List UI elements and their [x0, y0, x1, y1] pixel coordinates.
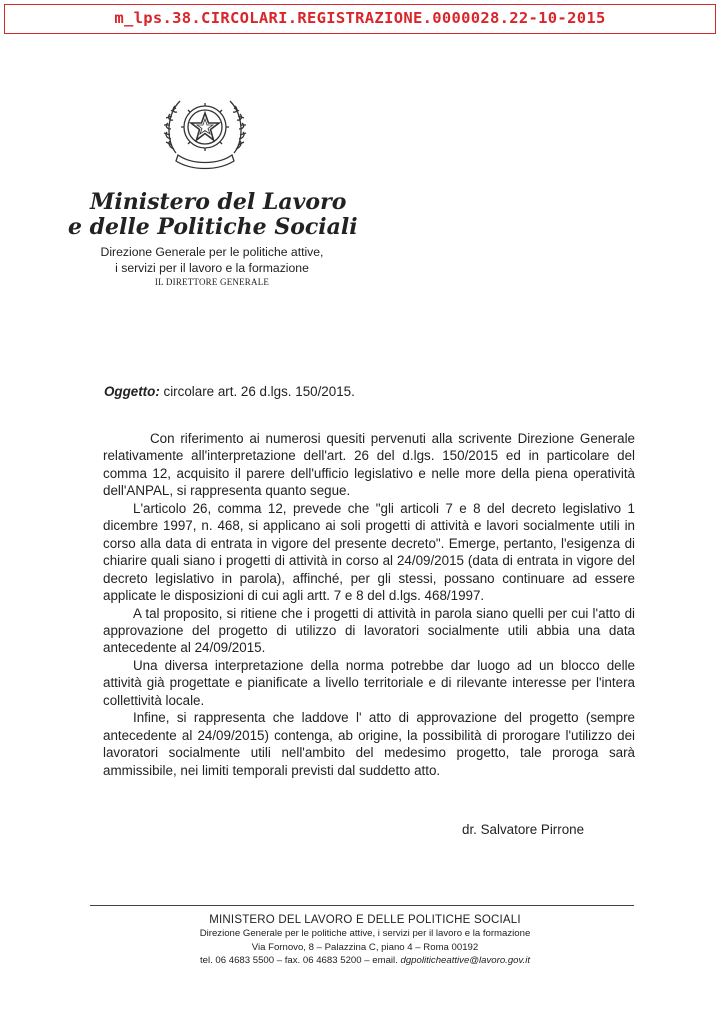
- body-paragraph: Infine, si rappresenta che laddove l' atto di approvazione del progetto (sempre antecedente al 24/09/2015) contenga, ab origine, la possibilità di prorogare l'utilizzo dei lavoratori socialmente utili nell'ambito del medesimo progetto, tale proroga sarà ammissibile, nei limiti temporali previsti dal suddetto atto.: [103, 710, 635, 778]
- subject-text: circolare art. 26 d.lgs. 150/2015.: [163, 384, 355, 399]
- body-paragraph: Con riferimento ai numerosi quesiti pervenuti alla scrivente Direzione Generale relativamente all'interpretazione dell'art. 26 del d.lgs. 150/2015 ed in particolare del comma 12, acquisito il parere dell'ufficio legislativo e nelle more della piena operatività dell'ANPAL, si rappresenta quanto segue.: [103, 431, 635, 499]
- footer-ministry: MINISTERO DEL LAVORO E DELLE POLITICHE SOCIALI: [209, 914, 521, 926]
- footer-divider: [90, 905, 634, 906]
- footer-address: Via Fornovo, 8 – Palazzina C, piano 4 – Roma 00192: [251, 941, 479, 953]
- footer: [150, 914, 580, 968]
- subject-label: Oggetto:: [104, 384, 160, 399]
- body-paragraph: A tal proposito, si ritiene che i progetti di attività in parola siano quelli per cui l'atto di approvazione del progetto di utilizzo di lavoratori socialmente utili abbia una data antecedente al 24/09/2015.: [103, 605, 635, 656]
- ministry-name: [68, 190, 368, 240]
- director-title: IL DIRETTORE GENERALE: [154, 277, 270, 287]
- letter-body: [103, 430, 635, 779]
- body-paragraph: Una diversa interpretazione della norma potrebbe dar luogo ad un blocco delle attività già progettate e pianificate a livello territoriale e di rilevante interesse per l'intera collettività locale.: [103, 657, 635, 708]
- directorate-line1: Direzione Generale per le politiche attive,: [100, 245, 324, 259]
- directorate-name: [92, 244, 332, 276]
- protocol-stamp: m_lps.38.CIRCOLARI.REGISTRAZIONE.0000028.22-10-2015: [4, 4, 716, 34]
- ministry-name-line1: Ministero del Lavoro: [90, 189, 347, 215]
- subject-line: [104, 384, 355, 399]
- repubblica-italiana-emblem-icon: [162, 85, 248, 175]
- footer-directorate: Direzione Generale per le politiche attive, i servizi per il lavoro e la formazione: [199, 928, 531, 940]
- directorate-line2: i servizi per il lavoro e la formazione: [115, 261, 309, 275]
- footer-email-link[interactable]: dgpoliticheattive@lavoro.gov.it: [400, 955, 531, 967]
- footer-contacts: [150, 954, 580, 967]
- ministry-name-line2: e delle Politiche Sociali: [68, 214, 358, 240]
- signature: dr. Salvatore Pirrone: [462, 822, 585, 837]
- footer-phone: tel. 06 4683 5500 – fax. 06 4683 5200 – email.: [199, 955, 398, 967]
- body-paragraph: L'articolo 26, comma 12, prevede che "gli articoli 7 e 8 del decreto legislativo 1 dicembre 1997, n. 468, si applicano ai soli progetti di attività e lavori socialmente utili in corso alla data di entrata in vigore del presente decreto". Emerge, pertanto, l'esigenza di chiarire quali siano i progetti di attività in corso al 24/09/2015 (data di entrata in vigore del decreto legislativo in parola), affinché, per gli stessi, possano continuare ad essere applicate le disposizioni di cui agli artt. 7 e 8 del d.lgs. 468/1997.: [103, 500, 635, 604]
